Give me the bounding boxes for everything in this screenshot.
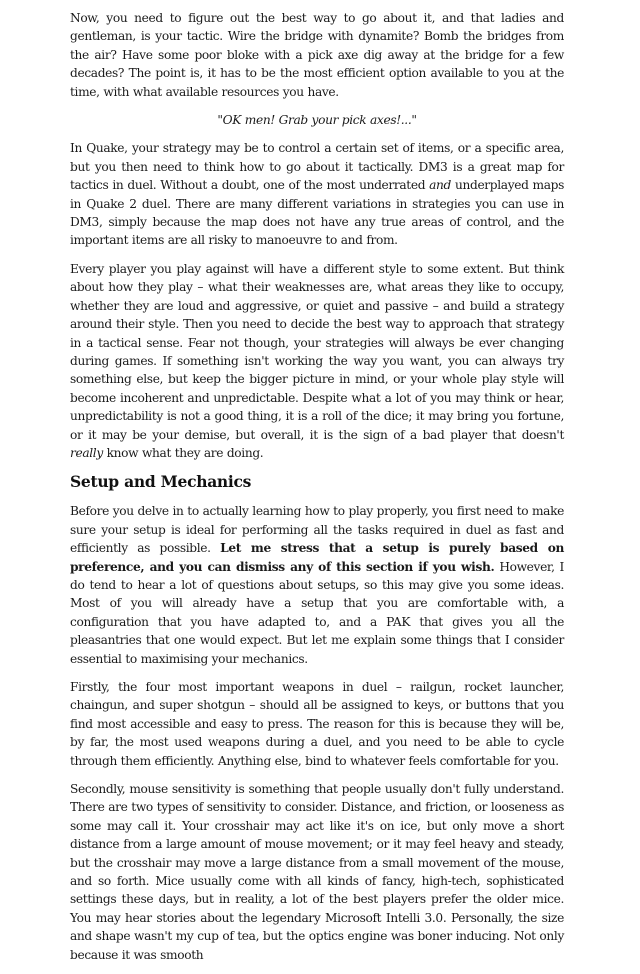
pull-quote (70, 111, 564, 129)
paragraph-quake-strategy (70, 139, 564, 249)
paragraph-text: underplayed maps in Quake 2 duel. There are many different variations in strategies you can use in DM3, simply because the map does not have any true areas of control, and the important items are all risky to manoeuvre to and from. (70, 178, 564, 248)
paragraph-mouse-sensitivity (70, 780, 564, 964)
paragraph-text: Firstly, the four most important weapons in duel – railgun, rocket launcher, chaingun, and super shotgun – should all be assigned to keys, or buttons that you find most accessible and easy to press. The reason for this is because they will be, by far, the most used weapons during a duel, and you need to be able to cycle through them efficiently. Anything else, bind to whatever feels comfortable for you. (70, 680, 564, 768)
paragraph-tactics-intro (70, 9, 564, 101)
emphasis-text: and (429, 178, 452, 193)
paragraph-setup-intro (70, 502, 564, 668)
paragraph-text: Before you delve in to actually learning how to play properly, you first need to make sure your setup is ideal for performing all the tasks required in duel as fast and efficiently as possible. (70, 504, 564, 556)
paragraph-text: Every player you play against will have a different style to some extent. But think about how they play – what their weaknesses are, what areas they like to occupy, whether they are loud and aggressive, or quiet and passive – and build a strategy around their style. Then you need to decide the best way to approach that strategy in a tactical sense. Fear not though, your strategies will always be ever changing during games. If something isn't working the way you want, you can always try something else, but keep the bigger picture in mind, or your whole play style will become incoherent and unpredictable. Despite what a lot of you may think or hear, unpredictability is not a good thing, it is a roll of the dice; it may bring you fortune, or it may be your demise, but overall, it is the sign of a bad player that doesn't (70, 261, 564, 442)
strong-text: Let me stress that a setup is purely based on preference, and you can dismiss any of this section if you wish. (70, 541, 564, 574)
paragraph-text: In Quake, your strategy may be to control a certain set of items, or a specific area, but you then need to think how to go about it tactically. DM3 is a great map for tactics in duel. Without a doubt, one of the most underrated (70, 141, 564, 193)
paragraph-text: However, I do tend to hear a lot of questions about setups, so this may give you some ideas. Most of you will already have a setup that you are comfortable with, a configuration that you have adapted to, and a PAK that gives you all the pleasantries that one would expect. But let me explain some things that I consider essential to maximising your mechanics. (70, 559, 565, 666)
paragraph-text: Now, you need to figure out the best way to go about it, and that ladies and gentleman, is your tactic. Wire the bridge with dynamite? Bomb the bridges from the air? Have some poor bloke with a pick axe dig away at the bridge for a few decades? The point is, it has to be the most efficient option available to you at the time, with what available resources you have. (70, 11, 564, 99)
emphasis-text: really (70, 445, 103, 460)
section-heading-setup-mechanics: Setup and Mechanics (70, 472, 252, 492)
paragraph-weapon-binds (70, 678, 564, 770)
document-page (70, 0, 564, 974)
quote-text: "OK men! Grab your pick axes!..." (217, 113, 417, 128)
paragraph-text: Secondly, mouse sensitivity is something that people usually don't fully understand. There are two types of sensitivity to consider. Distance, and friction, or looseness as some may call it. Your crosshair may act like it's on ice, but only move a short distance from a large amount of mouse movement; or it may feel heavy and steady, but the crosshair may move a large distance from a small movement of the mouse, and so forth. Mice usually come with all kinds of fancy, high-tech, sophisticated settings these days, but in reality, a lot of the best players prefer the older mice. You may hear stories about the legendary Microsoft Intelli 3.0. Personally, the size and shape wasn't my cup of tea, but the optics engine was boner inducing. Not only because it was smooth (70, 782, 564, 962)
paragraph-player-styles (70, 260, 564, 462)
paragraph-text: know what they are doing. (102, 445, 264, 460)
